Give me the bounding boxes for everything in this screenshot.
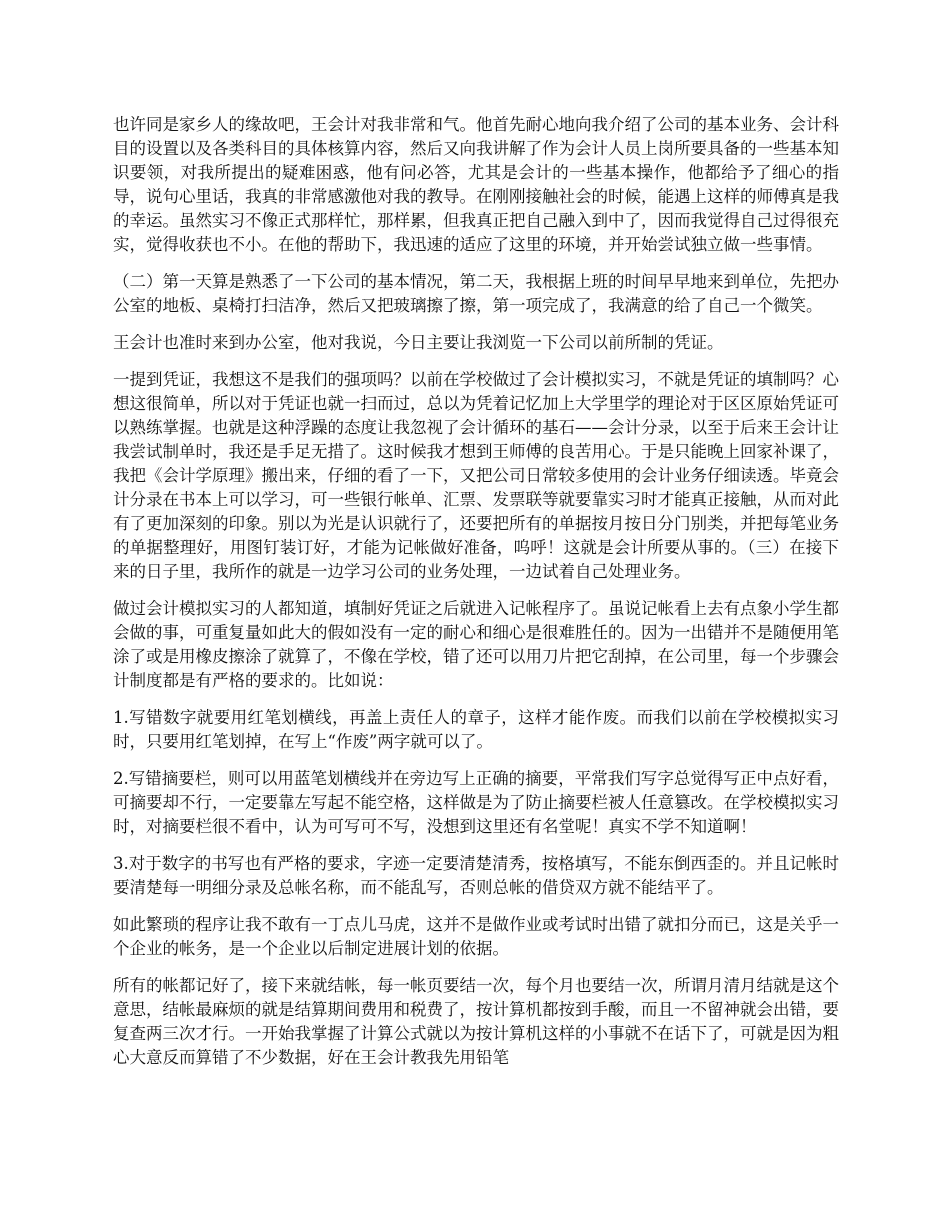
paragraph: 做过会计模拟实习的人都知道，填制好凭证之后就进入记帐程序了。虽说记帐看上去有点象小学生都会做的事，可重复量如此大的假如没有一定的耐心和细心是很难胜任的。因为一出错并不是随便用笔涂了或是用橡皮擦涂了就算了，不像在学校，错了还可以用刀片把它刮掉，在公司里，每一个步骤会计制度都是有严格的要求的。比如说： xyxy=(113,599,839,690)
paragraph: 所有的帐都记好了，接下来就结帐，每一帐页要结一次，每个月也要结一次，所谓月清月结就是这个意思，结帐最麻烦的就是结算期间费用和税费了，按计算机都按到手酸，而且一不留神就会出错，要复查两三次才行。一开始我掌握了计算公式就以为按计算机这样的小事就不在话下了，可就是因为粗心大意反而算错了不少数据，好在王会计教我先用铅笔 xyxy=(113,976,839,1067)
paragraph: （二）第一天算是熟悉了一下公司的基本情况，第二天，我根据上班的时间早早地来到单位，先把办公室的地板、桌椅打扫洁净，然后又把玻璃擦了擦，第一项完成了，我满意的给了自己一个微笑。 xyxy=(113,272,839,315)
document-body xyxy=(113,113,839,1083)
paragraph: 王会计也准时来到办公室，他对我说，今日主要让我浏览一下公司以前所制的凭证。 xyxy=(113,333,724,352)
paragraph: 1.写错数字就要用红笔划横线，再盖上责任人的章子，这样才能作废。而我们以前在学校模拟实习时，只要用红笔划掉，在写上“作废”两字就可以了。 xyxy=(113,708,839,751)
paragraph: 3.对于数字的书写也有严格的要求，字迹一定要清楚清秀，按格填写，不能东倒西歪的。并且记帐时要清楚每一明细分录及总帐名称，而不能乱写，否则总帐的借贷双方就不能结平了。 xyxy=(113,854,839,897)
paragraph: 如此繁琐的程序让我不敢有一丁点儿马虎，这并不是做作业或考试时出错了就扣分而已，这是关乎一个企业的帐务，是一个企业以后制定进展计划的依据。 xyxy=(113,915,839,958)
paragraph: 一提到凭证，我想这不是我们的强项吗？以前在学校做过了会计模拟实习，不就是凭证的填制吗？心想这很简单，所以对于凭证也就一扫而过，总以为凭着记忆加上大学里学的理论对于区区原始凭证可以熟练掌握。也就是这种浮躁的态度让我忽视了会计循环的基石——会计分录，以至于后来王会计让我尝试制单时，我还是手足无措了。这时候我才想到王师傅的良苦用心。于是只能晚上回家补课了，我把《会计学原理》搬出来，仔细的看了一下，又把公司日常较多使用的会计业务仔细读透。毕竟会计分录在书本上可以学习，可一些银行帐单、汇票、发票联等就要靠实习时才能真正接触，从而对此有了更加深刻的印象。别以为光是认识就行了，还要把所有的单据按月按日分门别类，并把每笔业务的单据整理好，用图钉装订好，才能为记帐做好准备，呜呼！这就是会计所要从事的。（三）在接下来的日子里，我所作的就是一边学习公司的业务处理，一边试着自己处理业务。 xyxy=(113,370,839,581)
paragraph: 2.写错摘要栏，则可以用蓝笔划横线并在旁边写上正确的摘要，平常我们写字总觉得写正中点好看，可摘要却不行，一定要靠左写起不能空格，这样做是为了防止摘要栏被人任意篡改。在学校模拟实习时，对摘要栏很不看中，认为可写可不写，没想到这里还有名堂呢！真实不学不知道啊！ xyxy=(113,769,839,836)
paragraph: 也许同是家乡人的缘故吧，王会计对我非常和气。他首先耐心地向我介绍了公司的基本业务、会计科目的设置以及各类科目的具体核算内容，然后又向我讲解了作为会计人员上岗所要具备的一些基本知识要领，对我所提出的疑难困惑，他有问必答，尤其是会计的一些基本操作，他都给予了细心的指导，说句心里话，我真的非常感激他对我的教导。在刚刚接触社会的时候，能遇上这样的师傅真是我的幸运。虽然实习不像正式那样忙，那样累，但我真正把自己融入到中了，因而我觉得自己过得很充实，觉得收获也不小。在他的帮助下，我迅速的适应了这里的环境，并开始尝试独立做一些事情。 xyxy=(113,115,839,254)
